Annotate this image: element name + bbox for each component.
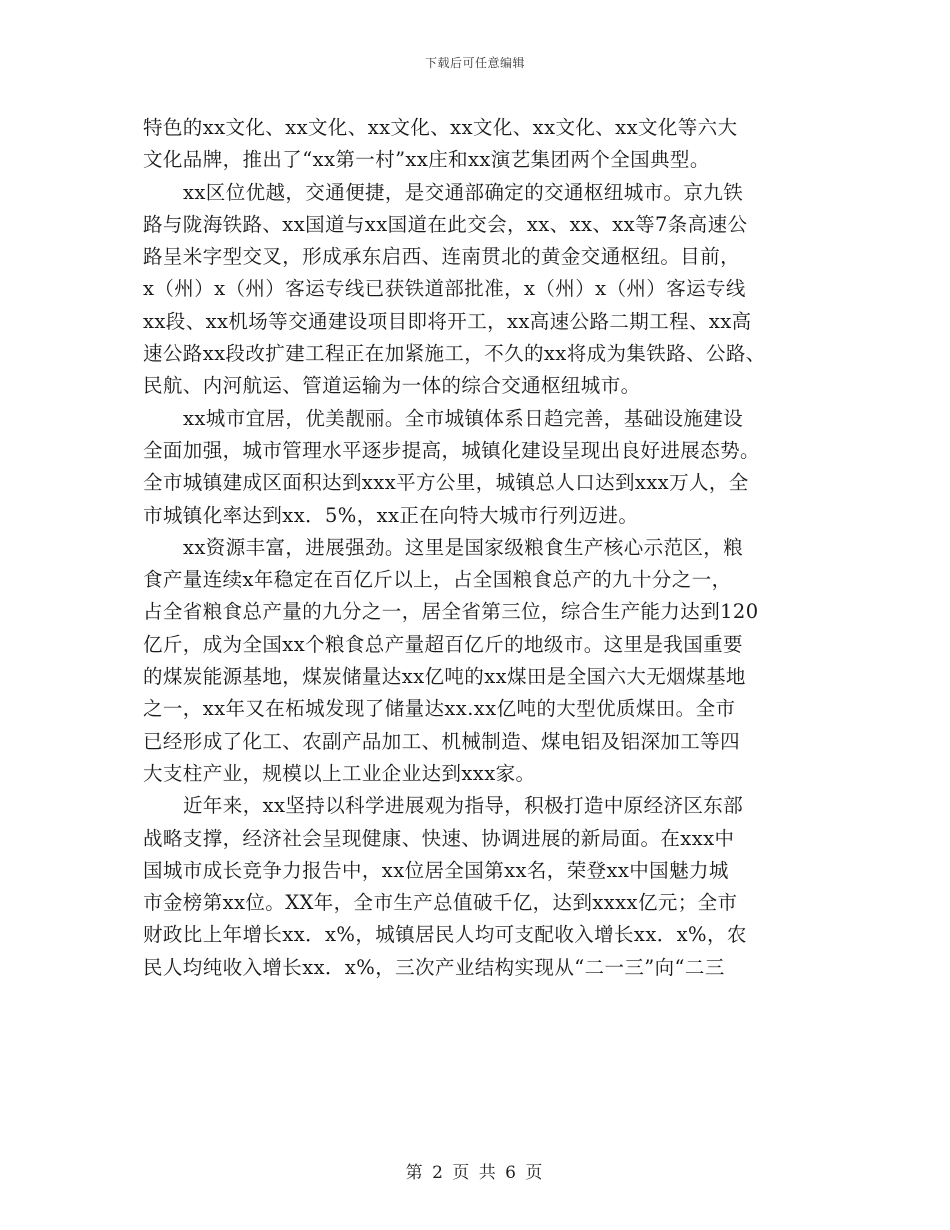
- text-line: 战略支撑，经济社会呈现健康、快速、协调进展的新局面。在xxx中: [143, 826, 735, 850]
- text-line: 之一，xx年又在柘城发现了储量达xx.xx亿吨的大型优质煤田。全市: [143, 697, 736, 721]
- text-line: 特色的xx文化、xx文化、xx文化、xx文化、xx文化、xx文化等六大: [143, 116, 738, 139]
- text-line: 民航、内河航运、管道运输为一体的综合交通枢纽城市。: [143, 374, 641, 398]
- text-line: 全面加强，城市管理水平逐步提高，城镇化建设呈现出良好进展态势。: [143, 438, 760, 462]
- text-line: 大支柱产业，规模以上工业企业达到xxx家。: [143, 761, 536, 785]
- text-line: 近年来，xx坚持以科学进展观为指导，积极打造中原经济区东部: [183, 794, 744, 818]
- page-header: 下载后可任意编辑: [424, 56, 525, 70]
- text-line: 市城镇化率达到xx．5%，xx正在向特大城市行列迈进。: [143, 503, 639, 527]
- text-line: 国城市成长竞争力报告中，xx位居全国第xx名，荣登xx中国魅力城: [143, 858, 729, 882]
- text-line: x（州）x（州）客运专线已获铁道部批准，x（州）x（州）客运专线: [143, 277, 746, 301]
- text-line: 市金榜第xx位。XX年，全市生产总值破千亿，达到xxxx亿元；全市: [143, 891, 738, 915]
- text-line: 全市城镇建成区面积达到xxx平方公里，城镇总人口达到xxx万人，全: [143, 471, 749, 495]
- text-line: xx区位优越，交通便捷，是交通部确定的交通枢纽城市。京九铁: [183, 180, 744, 204]
- text-line: 速公路xx段改扩建工程正在加紧施工，不久的xx将成为集铁路、公路、: [143, 342, 766, 366]
- text-line: 文化品牌，推出了“xx第一村”xx庄和xx演艺集团两个全国典型。: [143, 148, 710, 172]
- text-line: 民人均纯收入增长xx．x%，三次产业结构实现从“二一三”向“二三: [143, 955, 725, 979]
- page-footer: 第 2 页 共 6 页: [405, 1163, 545, 1183]
- text-line: 食产量连续x年稳定在百亿斤以上，占全国粮食总产的九十分之一，: [143, 568, 732, 592]
- text-line: 的煤炭能源基地，煤炭储量达xx亿吨的xx煤田是全国六大无烟煤基地: [143, 665, 746, 689]
- text-line: 路与陇海铁路、xx国道与xx国道在此交会，xx、xx、xx等7条高速公: [143, 212, 748, 236]
- text-line: 路呈米字型交叉，形成承东启西、连南贯北的黄金交通枢纽。目前，: [143, 245, 741, 269]
- text-line: 亿斤，成为全国xx个粮食总产量超百亿斤的地级市。这里是我国重要: [143, 632, 743, 656]
- body-text: [143, 112, 823, 984]
- text-line: 已经形成了化工、农副产品加工、机械制造、煤电铝及铝深加工等四: [143, 729, 741, 753]
- text-line: xx段、xx机场等交通建设项目即将开工，xx高速公路二期工程、xx高: [143, 309, 752, 333]
- text-line: 财政比上年增长xx．x%，城镇居民人均可支配收入增长xx．x%，农: [143, 923, 747, 947]
- text-line: xx城市宜居，优美靓丽。全市城镇体系日趋完善，基础设施建设: [183, 406, 744, 430]
- text-line: 占全省粮食总产量的九分之一，居全省第三位，综合生产能力达到120: [143, 600, 759, 624]
- text-line: xx资源丰富，进展强劲。这里是国家级粮食生产核心示范区，粮: [183, 535, 744, 559]
